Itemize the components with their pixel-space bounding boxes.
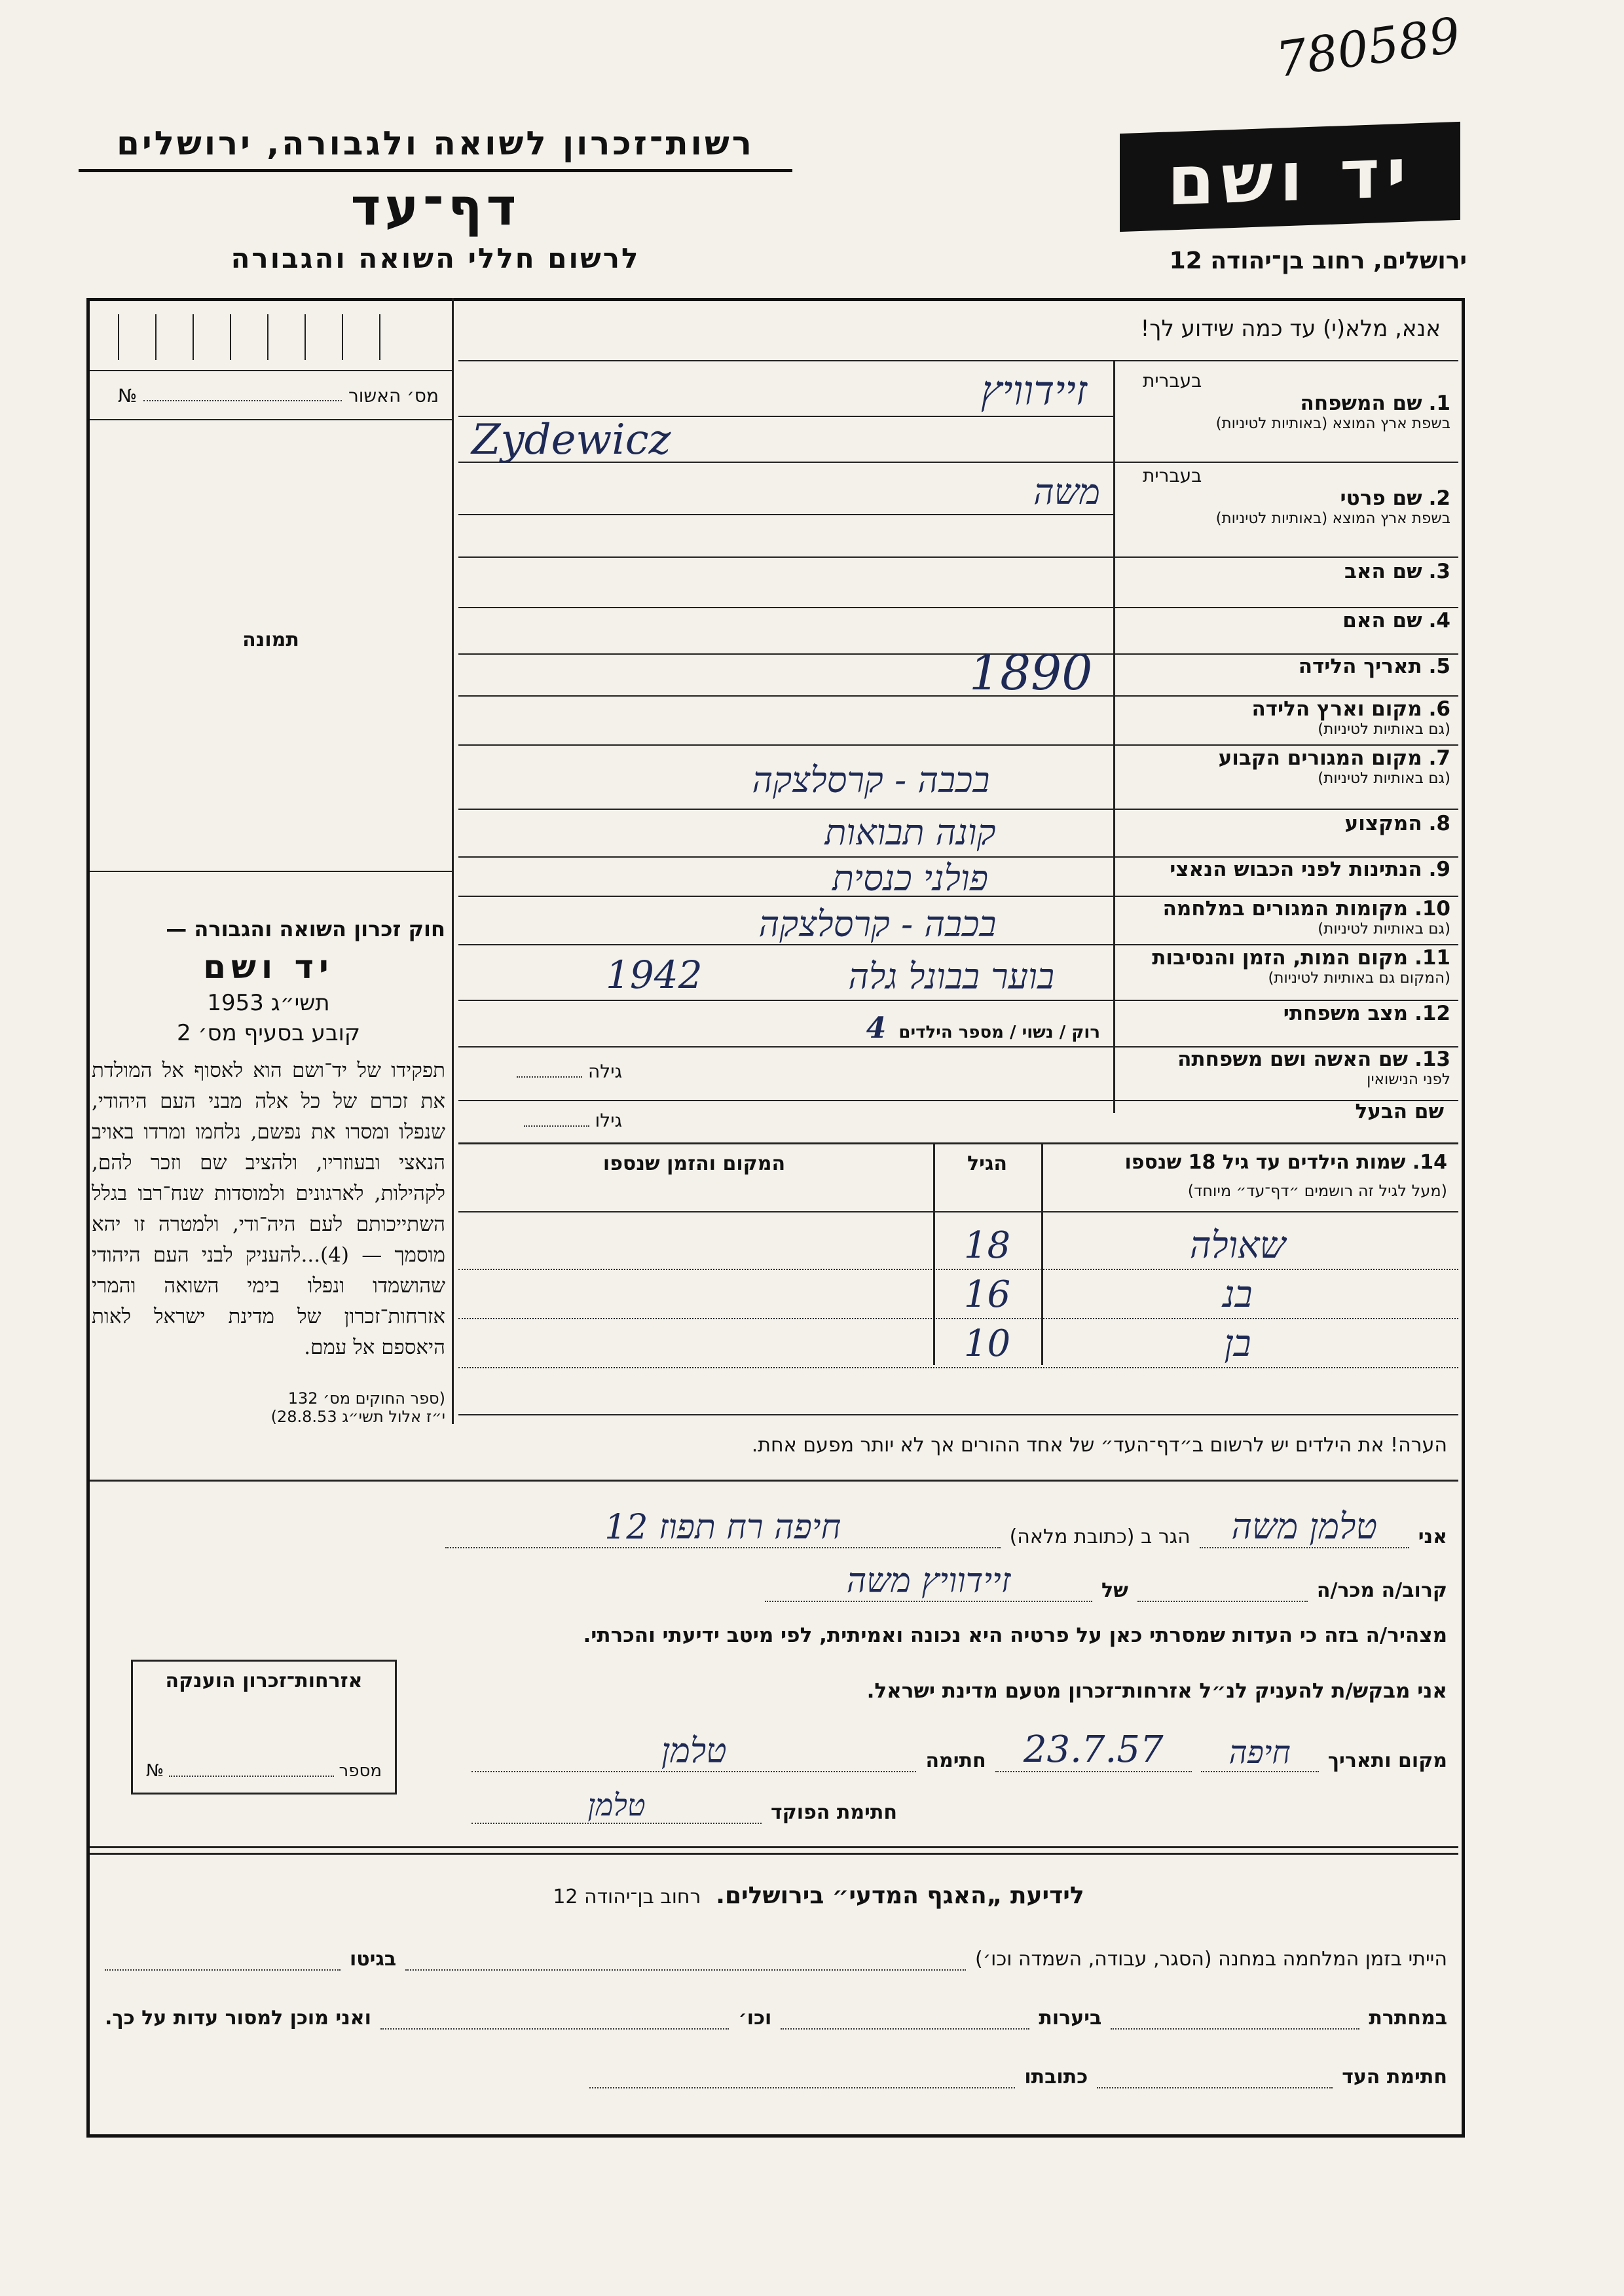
approval-no-dots [143, 385, 342, 401]
residence-entry[interactable]: בכבה - קרסלצקה [752, 759, 990, 801]
field-label [1116, 609, 1450, 632]
declaration-line-1 [445, 1506, 1447, 1548]
approval-tick-boxes [118, 314, 439, 360]
footer-ghetto-dots[interactable] [105, 1969, 341, 1971]
approval-no-mark: № [118, 385, 138, 407]
citizenship-no-mark: № [146, 1761, 164, 1781]
field-label-text: שם המשפחה [1300, 392, 1422, 415]
authority-underline [79, 169, 792, 172]
officer-label: חתימת הפוקד [771, 1801, 897, 1824]
children-heading-text: שמות הילדים עד גיל 18 שנספו [1124, 1151, 1406, 1174]
field-label-text: שם האשה ושם משפחתה [1177, 1048, 1409, 1071]
field-number: 3. [1428, 560, 1450, 583]
footer-camp-label: הייתי בזמן המלחמה במחנה (הסגר, עבודה, השמדה וכו׳) [974, 1948, 1447, 1971]
citizenship-no-line [146, 1761, 382, 1781]
approval-no-text: מס׳ האשור [348, 385, 439, 407]
logo-text: יד ושם [1167, 132, 1413, 221]
footer-forests-label: ביערות [1039, 2007, 1102, 2030]
citizenship-box [131, 1660, 397, 1795]
field-label-text: המקצוע [1344, 812, 1422, 835]
officer-signature-entry[interactable]: טלמן [471, 1787, 762, 1824]
authority-line: רשות־זכרון לשואה ולגבורה, ירושלים [117, 124, 754, 162]
field-note: (גם באותיות לטיניות) [1318, 721, 1450, 738]
law-title: חוק זכרון השואה והגבורה — [166, 917, 445, 941]
field-row-1 [1116, 370, 1450, 462]
field-number: 4. [1428, 609, 1450, 632]
field-label-text: מקום המגורים הקבוע [1218, 746, 1422, 770]
child-name-entry[interactable]: שאולה [1189, 1224, 1286, 1267]
place-date-label: מקום ותאריך [1327, 1749, 1447, 1772]
field-row-7 [1116, 746, 1450, 809]
declaration-line-2 [445, 1561, 1447, 1602]
deceased-name-entry[interactable]: זיידוויץ משה [765, 1561, 1092, 1602]
law-sidebar [92, 917, 445, 1426]
footer-address-dots[interactable] [589, 2087, 1015, 2088]
field-row-rule [458, 556, 1458, 558]
request-text: אני מבקש/ת להעניק לנ״ל אזרחות־זכרון מטעם מדינת ישראל. [866, 1679, 1447, 1703]
field-row-12 [1116, 1002, 1450, 1046]
field-label [1116, 655, 1450, 678]
marital-options-text: רוק / נשוי / מספר הילדים [898, 1023, 1100, 1042]
children-heading-num: 14. [1412, 1151, 1447, 1174]
field-number: 11. [1414, 946, 1450, 970]
children-count-entry[interactable]: 4 [866, 1011, 887, 1045]
of-label: של [1101, 1579, 1128, 1602]
wife-age-text: גילה [587, 1061, 622, 1082]
wife-age-dots[interactable] [517, 1076, 582, 1078]
field-row-rule [458, 744, 1458, 746]
footer-witness-signature-dots[interactable] [1097, 2087, 1333, 2088]
field-number: 9. [1428, 858, 1450, 881]
officer-signature-line [471, 1787, 897, 1824]
field-row-8 [1116, 812, 1450, 856]
field-note: בשפת ארץ המוצא (באותיות לטיניות) [1215, 510, 1450, 527]
field-row-3 [1116, 560, 1450, 607]
nationality-entry[interactable]: פולני כנסית [832, 858, 989, 899]
footer-title: לידיעת „האגף המדעי״ בירושלים. [716, 1882, 1084, 1909]
form-title: דף־עד [350, 178, 521, 237]
field-label [1116, 1002, 1450, 1025]
field-label-text: שם האם [1342, 609, 1422, 632]
law-ref-2: י״ז אלול תשי״ג 28.8.53) [270, 1408, 445, 1426]
field-row-6 [1116, 697, 1450, 744]
field-label-text: שם הבעל [1355, 1100, 1444, 1123]
relative-label: קרוב/ה מכר/ה [1316, 1579, 1447, 1602]
witness-name-entry[interactable]: טלמן משה [1200, 1506, 1409, 1548]
field-label-text: תאריך הלידה [1298, 655, 1422, 678]
law-ref-1: (ספר החוקים מס׳ 132 [287, 1389, 445, 1408]
field-number: 12. [1414, 1002, 1450, 1025]
footer-etc-label: וכו׳ [738, 2007, 772, 2030]
field-row-13 [1116, 1048, 1450, 1100]
husband-age-label [471, 1110, 622, 1131]
field-row-4 [1116, 609, 1450, 653]
field-label-text: שם האב [1344, 560, 1422, 583]
form-subtitle: לרשום חללי השואה והגבורה [231, 242, 640, 274]
law-clause: קובע בסעיף מס׳ 2 [176, 1020, 361, 1046]
field-label [1116, 392, 1450, 415]
field-label-text: מקום המות, הזמן והנסיבות [1152, 946, 1409, 970]
latin-entry-rule [458, 514, 1113, 515]
field-label-text: שם פרטי [1340, 486, 1422, 510]
field-label-text: מקומות המגורים במלחמה [1162, 897, 1409, 920]
child-name-entry[interactable]: בן [1224, 1322, 1251, 1365]
field-label [1116, 486, 1450, 510]
field-label [1116, 946, 1450, 970]
field-label [1116, 560, 1450, 583]
field-label [1116, 812, 1450, 835]
field-number: 1. [1428, 392, 1450, 415]
law-year: תשי״ג 1953 [207, 990, 330, 1016]
marital-status-options [471, 1011, 1100, 1045]
husband-age-text: גילו [595, 1110, 622, 1131]
field-label [1116, 858, 1450, 881]
field-label [1116, 1100, 1450, 1123]
surname-hebrew-entry[interactable]: זיידוויץ [980, 367, 1087, 414]
child-row-rule [458, 1367, 1458, 1368]
wartime-residence-entry[interactable]: בכבה - קרסלצקה [758, 903, 997, 945]
signature-entry[interactable]: טלמן [471, 1732, 916, 1772]
field-number: 10. [1414, 897, 1450, 920]
citizenship-no-label: מספר [339, 1761, 382, 1781]
field-row-rule [458, 1000, 1458, 1001]
field-row-rule [458, 607, 1458, 608]
child-age-entry[interactable]: 10 [963, 1322, 1011, 1365]
death-place-entry[interactable]: בוער בבונל גלה [848, 956, 1054, 997]
field-label [1116, 746, 1450, 770]
field-lang-hebrew: בעברית [1143, 465, 1202, 486]
children-heading [1048, 1151, 1447, 1174]
field-number: 5. [1428, 655, 1450, 678]
field-label [1116, 697, 1450, 721]
field-label [1116, 897, 1450, 920]
child-age-entry[interactable]: 16 [963, 1273, 1011, 1316]
footer-etc-dots[interactable] [380, 2028, 729, 2030]
field-row-5 [1116, 655, 1450, 695]
resides-label: הגר ב (כתובת מלאה) [1009, 1525, 1190, 1548]
field-note: לפני הנישואין [1367, 1071, 1450, 1088]
declaration-line-5 [471, 1728, 1447, 1772]
footer-underground-dots[interactable] [1111, 2028, 1359, 2030]
field-label-text: מצב משפחתי [1283, 1002, 1409, 1025]
field-note: בשפת ארץ המוצא (באותיות לטיניות) [1215, 415, 1450, 432]
field-label-text: הנתינות לפני הכבוש הנאצי [1170, 858, 1422, 881]
place-column-header: המקום והזמן שנספו [602, 1152, 786, 1175]
field-note: (גם באותיות לטיניות) [1318, 770, 1450, 787]
children-heading-note: (מעל לגיל זה רושמים ״דף־עד״ מיוחד) [1187, 1182, 1447, 1200]
field-row-11 [1116, 946, 1450, 1000]
child-row-rule [458, 1318, 1458, 1319]
citizenship-box-title: אזרחות־זכרון הוענקה [165, 1669, 363, 1692]
field-row-9 [1116, 858, 1450, 896]
field-number: 2. [1428, 486, 1450, 510]
husband-age-dots[interactable] [524, 1125, 589, 1127]
wife-age-label [471, 1061, 622, 1082]
field-label [1116, 1048, 1450, 1071]
field-row-10 [1116, 897, 1450, 944]
field-number: 8. [1428, 812, 1450, 835]
field-row-rule [458, 809, 1458, 810]
archive-number: 780589 [1272, 7, 1464, 89]
footer-line-3 [589, 2066, 1447, 2088]
field-number: 6. [1428, 697, 1450, 721]
photo-label: תמונה [242, 629, 299, 651]
footer-title-line [458, 1882, 1179, 1909]
footer-address: רחוב בן־יהודה 12 [553, 1886, 701, 1908]
field-lang-hebrew: בעברית [1143, 370, 1202, 392]
footer-forests-dots[interactable] [781, 2028, 1029, 2030]
footer-witness-signature-label: חתימת העד [1342, 2066, 1447, 2088]
signature-label: חתימה [925, 1749, 986, 1772]
footer-line-1 [105, 1948, 1447, 1971]
plea-text: אנא, מלא(י) עד כמה שידוע לך! [1140, 316, 1441, 342]
child-row-rule [458, 1269, 1458, 1270]
field-number: 13. [1414, 1048, 1450, 1071]
child-name-entry[interactable]: בנ [1223, 1273, 1253, 1316]
citizenship-no-dots[interactable] [169, 1761, 334, 1777]
relative-dots[interactable] [1137, 1601, 1308, 1602]
approval-number-label [118, 385, 439, 407]
field-row-14 [1116, 1100, 1450, 1142]
death-year-entry[interactable]: 1942 [606, 953, 703, 997]
footer-camp-dots[interactable] [405, 1969, 966, 1971]
yad-vashem-logo [1120, 122, 1460, 232]
footer-ghetto-label: בגיטו [350, 1948, 397, 1971]
footer-underground-label: במחתרת [1369, 2007, 1447, 2030]
surname-latin-entry[interactable]: Zydewicz [471, 416, 671, 464]
i-label: אני [1418, 1525, 1447, 1548]
profession-entry[interactable]: קונה תבואות [824, 812, 996, 853]
footer-willing-label: ואני מוכן למסור עדות על כך. [105, 2007, 371, 2030]
field-note: (גם באותיות לטיניות) [1318, 920, 1450, 938]
field-row-rule [458, 695, 1458, 697]
address: ירושלים, רחוב בן־יהודה 12 [1169, 247, 1467, 274]
witness-address-entry[interactable]: חיפה רח תפוז 12 [445, 1508, 1001, 1548]
place-entry[interactable]: חיפה [1201, 1734, 1319, 1772]
child-age-entry[interactable]: 18 [963, 1224, 1011, 1267]
footer-address-label: כתובתו [1024, 2066, 1088, 2088]
affirm-text: מצהיר/ה בזה כי העדות שמסרתי כאן על פרטיה היא נכונה ואמיתית, לפי מיטב ידיעתי והכרתי. [583, 1624, 1447, 1647]
first-name-hebrew-entry[interactable]: משה [1033, 471, 1100, 513]
age-column-header: הגיל [967, 1152, 1007, 1175]
field-number: 7. [1428, 746, 1450, 770]
law-logo: יד ושם [203, 948, 334, 986]
footer-line-2 [105, 2007, 1447, 2030]
date-entry[interactable]: 23.7.57 [995, 1728, 1192, 1772]
field-note: (המקום גם באותיות לטיניות) [1268, 970, 1450, 987]
law-body: תפקידו של יד־ושם הוא לאסוף אל המולדת את זכרם של כל אלה מבני העם היהודי, שנפלו ומסרו את נפשם, נלחמו ומרדו באויב הנאצי ובעוזריו, ולהציב שם וזכר להם, לקהילות, לארגונים ולמוסדות שנח־רבו בגלל השתייכותם לעם היה־ודי, ולמטרה זו יהא מוסמך — (4)...להעניק לבני העם היהודי שהושמדו ונפלו בימי השואה והמרי אזרחות־זכרון של מדינת ישראל לאות היאספם אל עמם. [92, 1059, 445, 1359]
birth-date-entry[interactable]: 1890 [969, 645, 1093, 701]
field-label-text: מקום וארץ הלידה [1251, 697, 1422, 721]
field-row-2 [1116, 465, 1450, 556]
children-note: הערה! את הילדים יש לרשום ב״דף־העד״ של אחד ההורים אך לא יותר מפעם אחת. [751, 1434, 1447, 1457]
